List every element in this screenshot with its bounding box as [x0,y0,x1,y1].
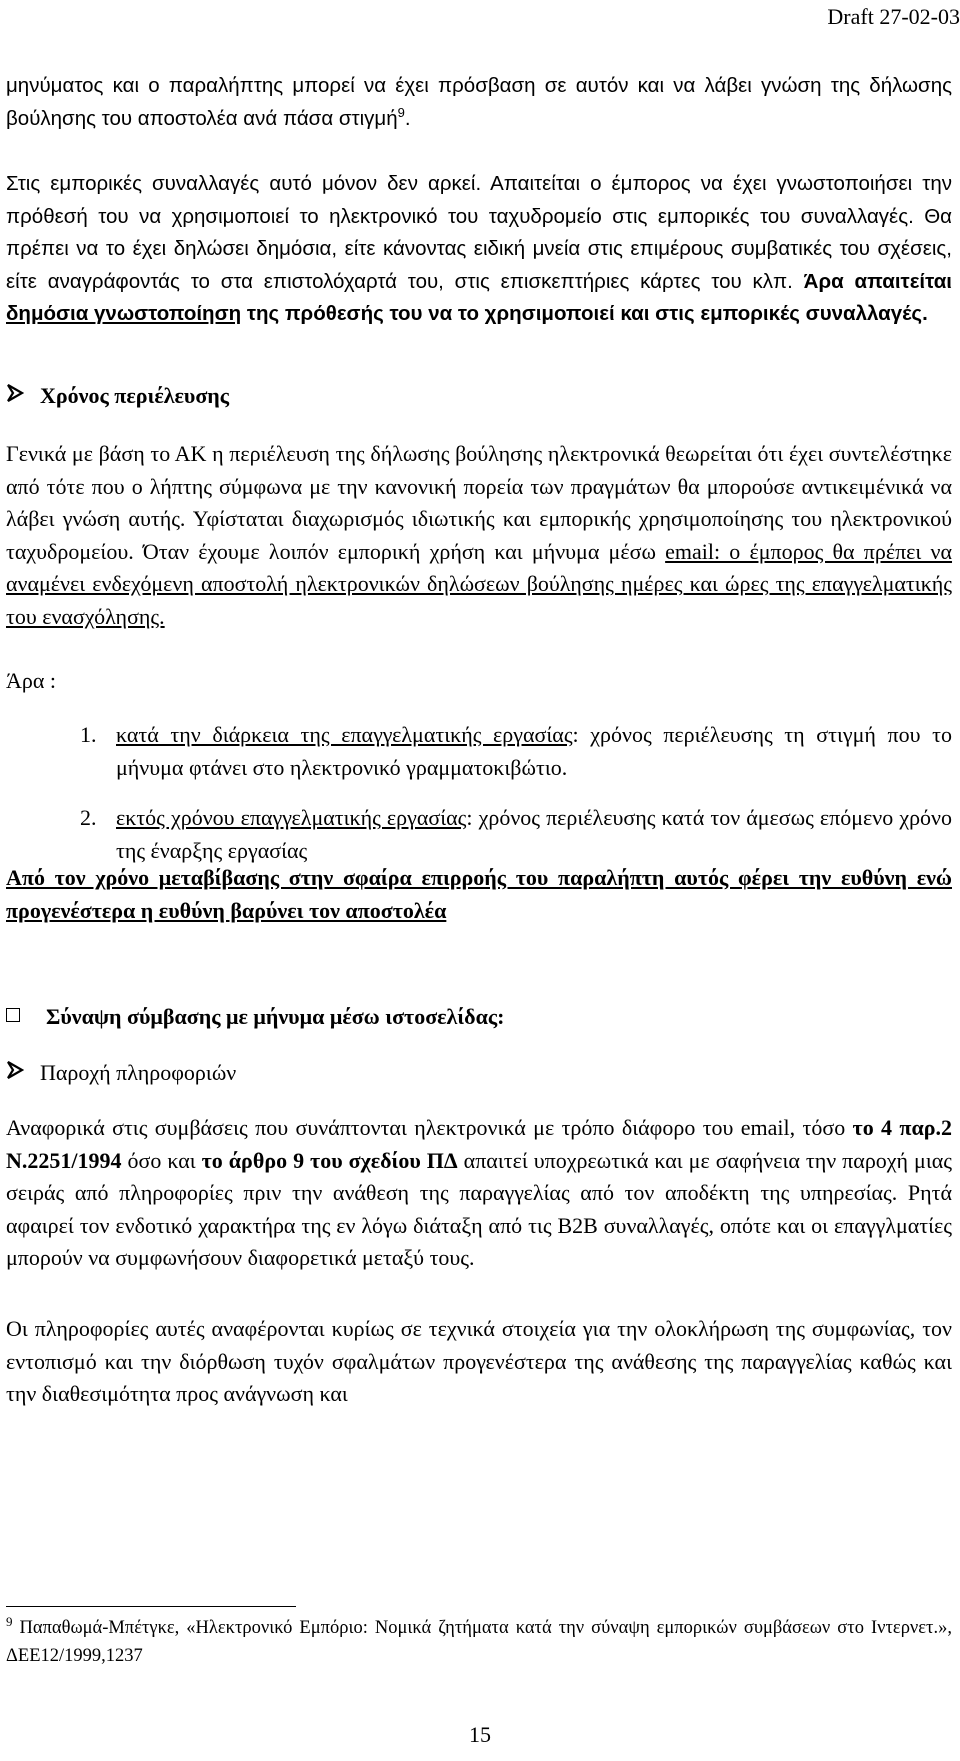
paragraph-end: . [404,106,411,130]
footnote [6,1614,952,1670]
paragraph-information-obligation [6,1112,952,1275]
heading-information-provision [6,1057,236,1089]
list-item [116,719,952,784]
section-website-contract [6,1000,505,1034]
paragraph-arrival-rules [6,438,952,634]
bold-text-end: της πρόθεσής του να το χρησιμοποιεί και στις εμπορικές συναλλαγές. [241,302,928,326]
footnote-number: 9 [6,1613,13,1629]
list-item [116,802,952,867]
therefore-label: Άρα : [6,668,57,693]
paragraph-text-middle: όσο και [121,1147,202,1173]
paragraph-text: Αναφορικά στις συμβάσεις που συνάπτονται ηλεκτρονικά με τρόπο διάφορο του email, τόσο [6,1115,853,1140]
list-item-underlined: κατά την διάρκεια της επαγγελματικής εργασίας [116,722,573,747]
paragraph-text: μηνύματος και ο παραλήπτης μπορεί να έχει πρόσβαση σε αυτόν και να λάβει γνώση της δήλωσης βούλησης του αποστολέα ανά πάσα στιγμή [6,74,952,130]
list-item-number: 2. [80,805,97,830]
bold-liability-statement: Από τον χρόνο μεταβίβασης στην σφαίρα επιρροής του παραλήπτη αυτός φέρει την ευθύνη ενώ προγενέστερα η ευθύνη βαρύνει τον αποστολέα [6,865,952,923]
bold-underlined-text: δημόσια γνωστοποίηση [6,302,242,326]
footnote-text: Παπαθωμά-Μπέτγκε, «Ηλεκτρονικό Εμπόριο: Νομικά ζητήματα κατά την σύναψη εμπορικών συμβάσεων στο Ιντερνετ.», ΔΕΕ12/1999,1237 [6,1618,952,1666]
bold-article-reference: το άρθρο 9 του σχεδίου ΠΔ [201,1147,458,1173]
bold-text: Άρα απαιτείται [803,269,952,293]
heading-arrival-time [6,380,229,412]
checkbox-square-bullet-icon [6,1008,20,1022]
arrow-bullet-icon [6,1057,40,1089]
page-number: 15 [469,1722,491,1747]
footnote-reference: 9 [397,104,405,120]
list-item-number: 1. [80,722,97,747]
heading-text: Χρόνος περιέλευσης [40,383,230,408]
paragraph-message-access [6,70,952,135]
footnote-separator [6,1606,296,1607]
underlined-text: email: ο έμπορος θα πρέπει να αναμένει ενδεχόμενη αποστολή ηλεκτρονικών δηλώσεων βούλησης ημέρες και ώρες της επαγγελματικής του ενασχόλησης. [6,538,953,629]
paragraph-text-end: απαιτεί υποχρεωτικά και με σαφήνεια την παροχή μιας σειράς από πληροφορίες πριν την ανάθεση της παραγγελίας από τον αποδέκτη της υπηρεσίας. Ρητά αφαιρεί τον ενδοτικό χαρακτήρα της εν λόγω διάταξη από τις B2B συναλλαγές, οπότε και οι επαγγλματίες μπορούν να συμφωνήσουν διαφορετικά μεταξύ τους. [6,1147,952,1271]
list-item-text: : χρόνος περιέλευσης τη στιγμή που το μήνυμα φτάνει στο ηλεκτρονικό γραμματοκιβώτιο. [116,722,953,780]
section-title: Σύναψη σύμβασης με μήνυμα μέσω ιστοσελίδας: [46,1004,505,1029]
paragraph-text: Γενικά με βάση το ΑΚ η περιέλευση της δήλωσης βούλησης ηλεκτρονικά θεωρείται ότι έχει συντελέστηκε από τότε που ο λήπτης σύμφωνα με την κανονική πορεία των πραγμάτων θα μπορούσε αντικειμένικά να λάβει γνώση αυτής. Υφίσταται διαχωρισμός ιδιωτικής και εμπορικής χρησιμοποίησης του ηλεκτρονικού ταχυδρομείου. Όταν έχουμε λοιπόν εμπορική χρήση και μήνυμα μέσω [6,441,952,564]
bold-law-reference: το 4 παρ.2 Ν.2251/1994 [6,1115,952,1173]
arrow-bullet-icon [6,380,40,412]
paragraph-commercial-transactions [6,168,952,331]
list-item-underlined: εκτός χρόνου επαγγελματικής εργασίας [116,805,467,830]
heading-text: Παροχή πληροφοριών [40,1060,237,1085]
paragraph-technical-information: Οι πληροφορίες αυτές αναφέρονται κυρίως σε τεχνικά στοιχεία για την ολοκλήρωση της συμφωνίας, τον εντοπισμό και την διόρθωση τυχόν σφαλμάτων προγενέστερα της ανάθεσης της παραγγελίας καθώς και την διαθεσιμότητα προς ανάγνωση και [6,1316,952,1407]
paragraph-text: Στις εμπορικές συναλλαγές αυτό μόνον δεν αρκεί. Απαιτείται ο έμπορος να έχει γνωστοποιήσει την πρόθεσή του να χρησιμοποιεί το ηλεκτρονικό του ταχυδρομείο στις εμπορικές του συναλλαγές. Θα πρέπει να το έχει δηλώσει δημόσια, είτε κάνοντας ειδική μνεία στις επιμέρους συμβατικές του σχέσεις, είτε αναγράφοντάς το στα επιστολόχαρτά του, στις επισκεπτήριες κάρτες του κλπ. [6,172,952,293]
list-item-text: : χρόνος περιέλευσης κατά τον άμεσως επόμενο χρόνο της έναρξης εργασίας [116,805,953,863]
draft-header: Draft 27-02-03 [827,4,960,29]
